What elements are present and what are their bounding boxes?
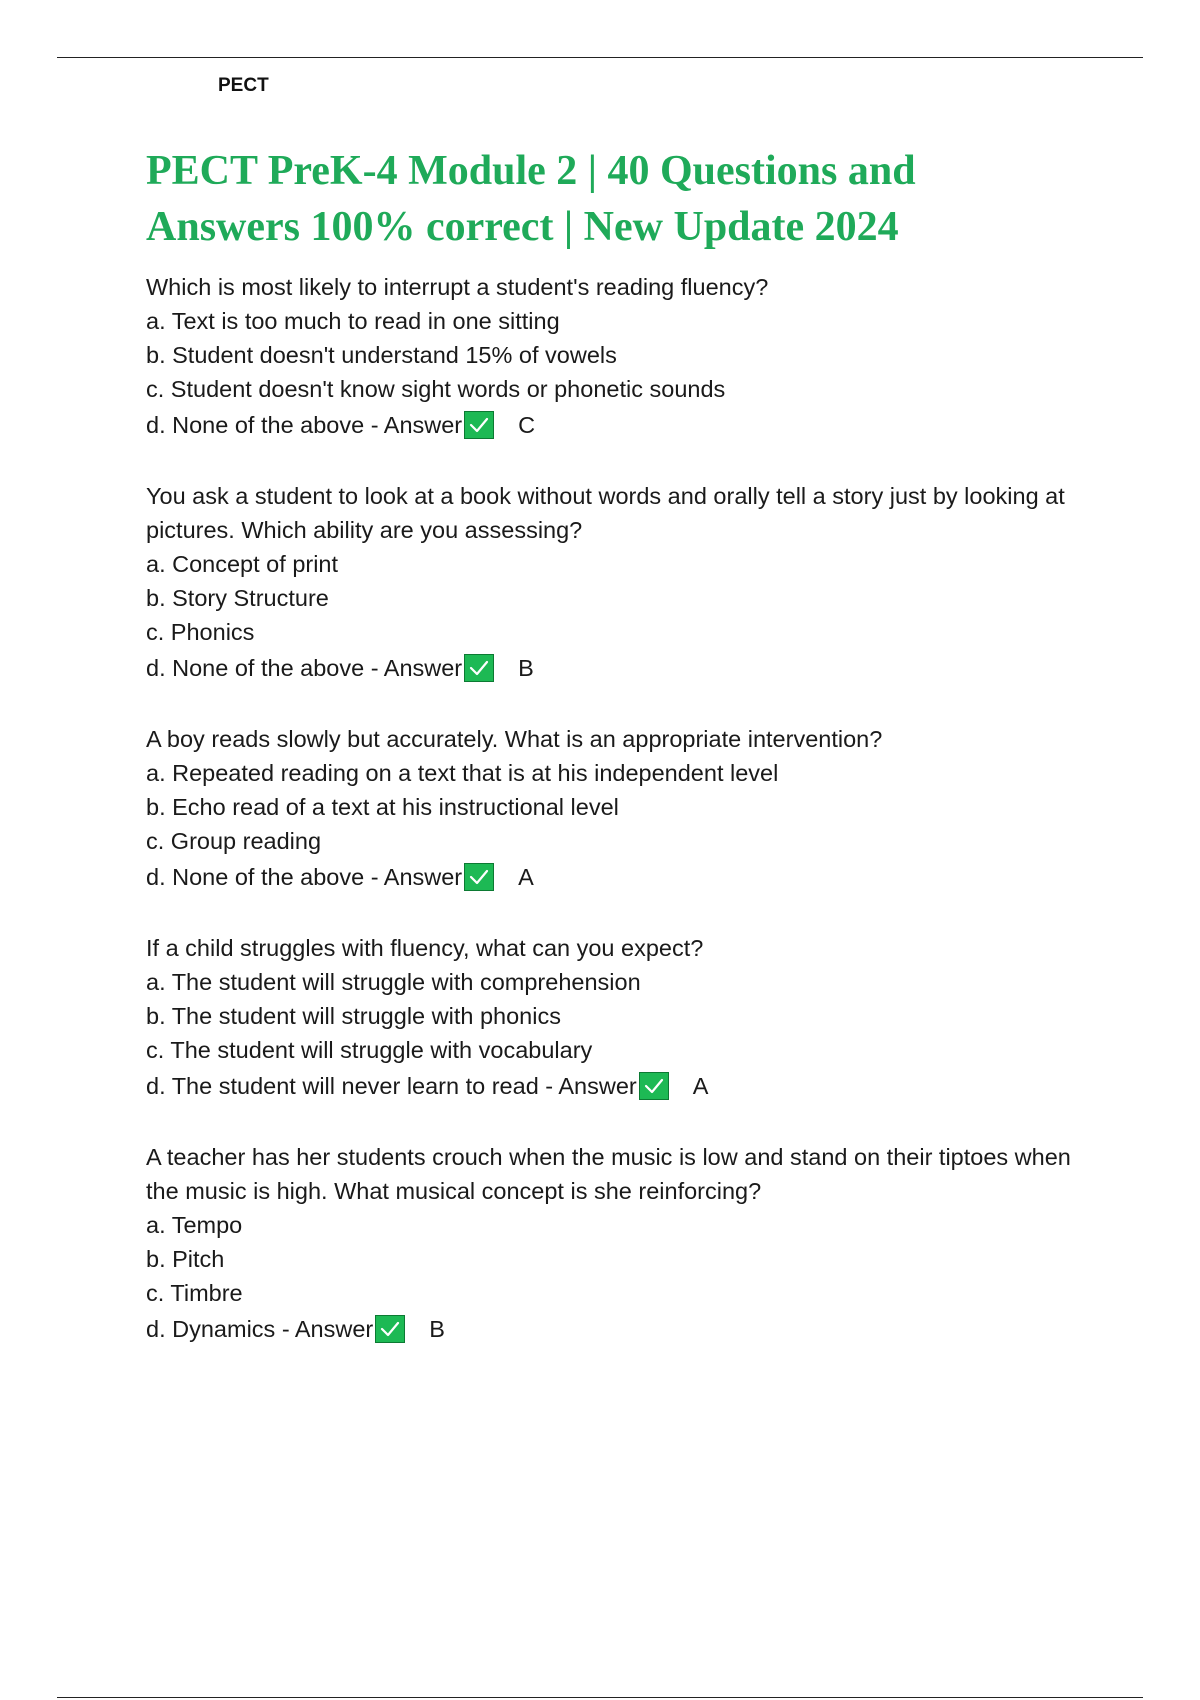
check-icon	[375, 1315, 405, 1343]
header-rule	[57, 57, 1143, 58]
option-a: a. Concept of print	[146, 551, 339, 577]
check-icon	[639, 1072, 669, 1100]
footer-rule	[57, 1697, 1143, 1698]
option-b: b. Echo read of a text at his instructional level	[146, 794, 619, 820]
document-title: PECT PreK-4 Module 2 | 40 Questions and Answers 100% correct | New Update 2024	[146, 148, 916, 250]
option-d-answer-line	[146, 1067, 1086, 1105]
answer-letter: A	[692, 1073, 709, 1099]
option-d-answer-line	[146, 1310, 1086, 1348]
option-b: b. Pitch	[146, 1246, 225, 1272]
check-icon	[464, 654, 494, 682]
option-d-answer-line	[146, 649, 1086, 687]
option-d: d. The student will never learn to read - Answer	[146, 1073, 637, 1099]
option-c: c. Timbre	[146, 1280, 243, 1306]
question-3	[146, 722, 1086, 896]
option-c: c. Group reading	[146, 828, 322, 854]
answer-letter: C	[518, 412, 536, 438]
question-5	[146, 1140, 1086, 1348]
question-2	[146, 479, 1086, 687]
question-text: You ask a student to look at a book without words and orally tell a story just by looking at pictures. Which ability are you assessing?	[146, 483, 1065, 543]
question-list	[146, 270, 1086, 1383]
question-4	[146, 931, 1086, 1105]
question-text: A teacher has her students crouch when the music is low and stand on their tiptoes when the music is high. What musical concept is she reinforcing?	[146, 1144, 1071, 1204]
option-d: d. None of the above - Answer	[146, 412, 463, 438]
check-icon	[464, 411, 494, 439]
option-b: b. Story Structure	[146, 585, 329, 611]
option-d: d. None of the above - Answer	[146, 655, 463, 681]
option-d-answer-line	[146, 858, 1086, 896]
option-a: a. Tempo	[146, 1212, 243, 1238]
option-b: b. The student will struggle with phonics	[146, 1003, 561, 1029]
option-a: a. Text is too much to read in one sitting	[146, 308, 560, 334]
option-d-answer-line	[146, 406, 1086, 444]
option-b: b. Student doesn't understand 15% of vowels	[146, 342, 617, 368]
answer-letter: B	[518, 655, 534, 681]
answer-letter: A	[518, 864, 534, 890]
option-c: c. Phonics	[146, 619, 255, 645]
question-1	[146, 270, 1086, 444]
option-d: d. Dynamics - Answer	[146, 1316, 374, 1342]
question-text: Which is most likely to interrupt a student's reading fluency?	[146, 274, 769, 300]
option-d: d. None of the above - Answer	[146, 864, 463, 890]
question-text: A boy reads slowly but accurately. What is an appropriate intervention?	[146, 726, 883, 752]
question-text: If a child struggles with fluency, what can you expect?	[146, 935, 704, 961]
option-a: a. The student will struggle with comprehension	[146, 969, 641, 995]
answer-letter: B	[429, 1316, 445, 1342]
running-header: PECT	[218, 75, 269, 96]
option-c: c. The student will struggle with vocabulary	[146, 1037, 593, 1063]
option-c: c. Student doesn't know sight words or phonetic sounds	[146, 376, 726, 402]
option-a: a. Repeated reading on a text that is at his independent level	[146, 760, 779, 786]
check-icon	[464, 863, 494, 891]
